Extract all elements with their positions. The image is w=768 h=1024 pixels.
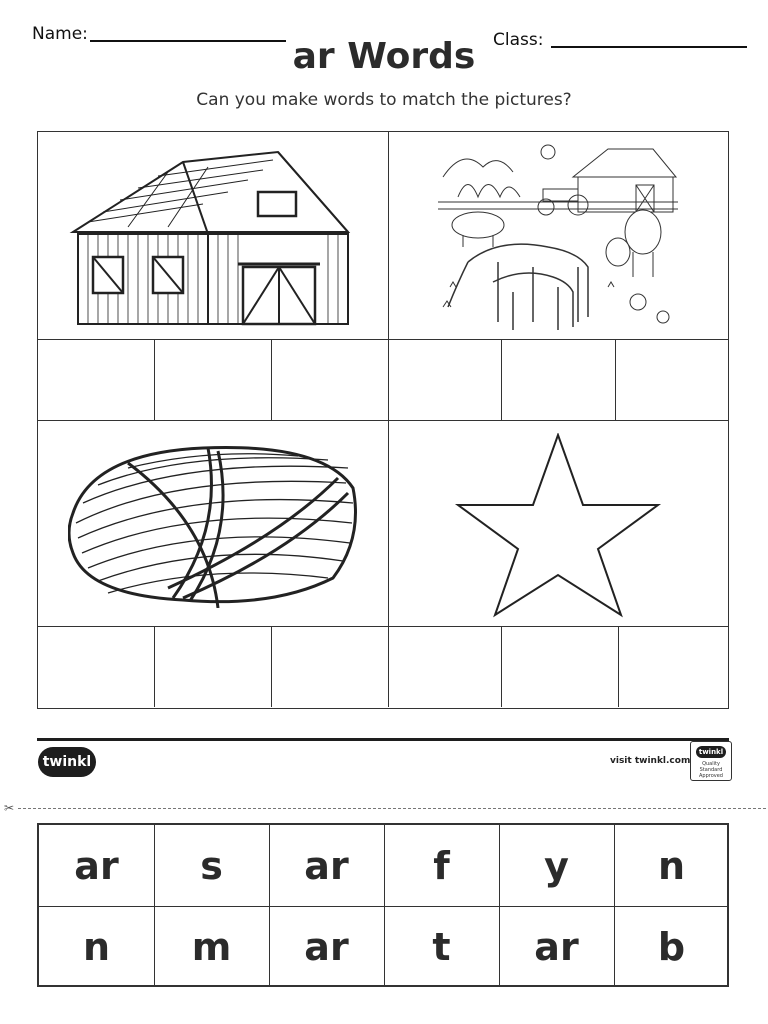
letter-tile[interactable]: s: [200, 843, 223, 888]
cut-line: [18, 808, 766, 809]
name-label: Name:: [32, 24, 88, 44]
visit-link[interactable]: visit twinkl.com: [610, 756, 691, 766]
letter-tile[interactable]: t: [432, 924, 451, 969]
letter-tile[interactable]: y: [544, 843, 569, 888]
picture-grid-bottom: [37, 421, 729, 709]
letter-tile[interactable]: ar: [304, 843, 349, 888]
letter-tile[interactable]: b: [657, 924, 686, 969]
badge-text: Quality Standard Approved: [699, 761, 723, 779]
picture-grid-top: [37, 131, 729, 421]
instructions: Can you make words to match the pictures?: [196, 90, 572, 110]
barn-picture: [68, 142, 353, 327]
scissors-icon: ✂: [4, 801, 15, 815]
letter-tile[interactable]: ar: [304, 924, 349, 969]
letter-tile[interactable]: f: [433, 843, 450, 888]
letter-tiles-grid: [37, 823, 729, 987]
quality-badge: [690, 741, 732, 781]
farm-picture: [438, 137, 678, 335]
letter-tile[interactable]: n: [82, 924, 111, 969]
class-label: Class:: [493, 30, 544, 50]
page-title: ar Words: [292, 36, 476, 77]
letter-tile[interactable]: m: [191, 924, 232, 969]
letter-tile[interactable]: ar: [534, 924, 579, 969]
letter-tile[interactable]: n: [657, 843, 686, 888]
letter-tile[interactable]: ar: [74, 843, 119, 888]
twinkl-logo: twinkl: [38, 747, 96, 777]
yarn-picture: [68, 443, 363, 608]
badge-logo: twinkl: [696, 746, 726, 758]
footer-rule: [37, 738, 729, 741]
star-picture: [453, 433, 663, 618]
